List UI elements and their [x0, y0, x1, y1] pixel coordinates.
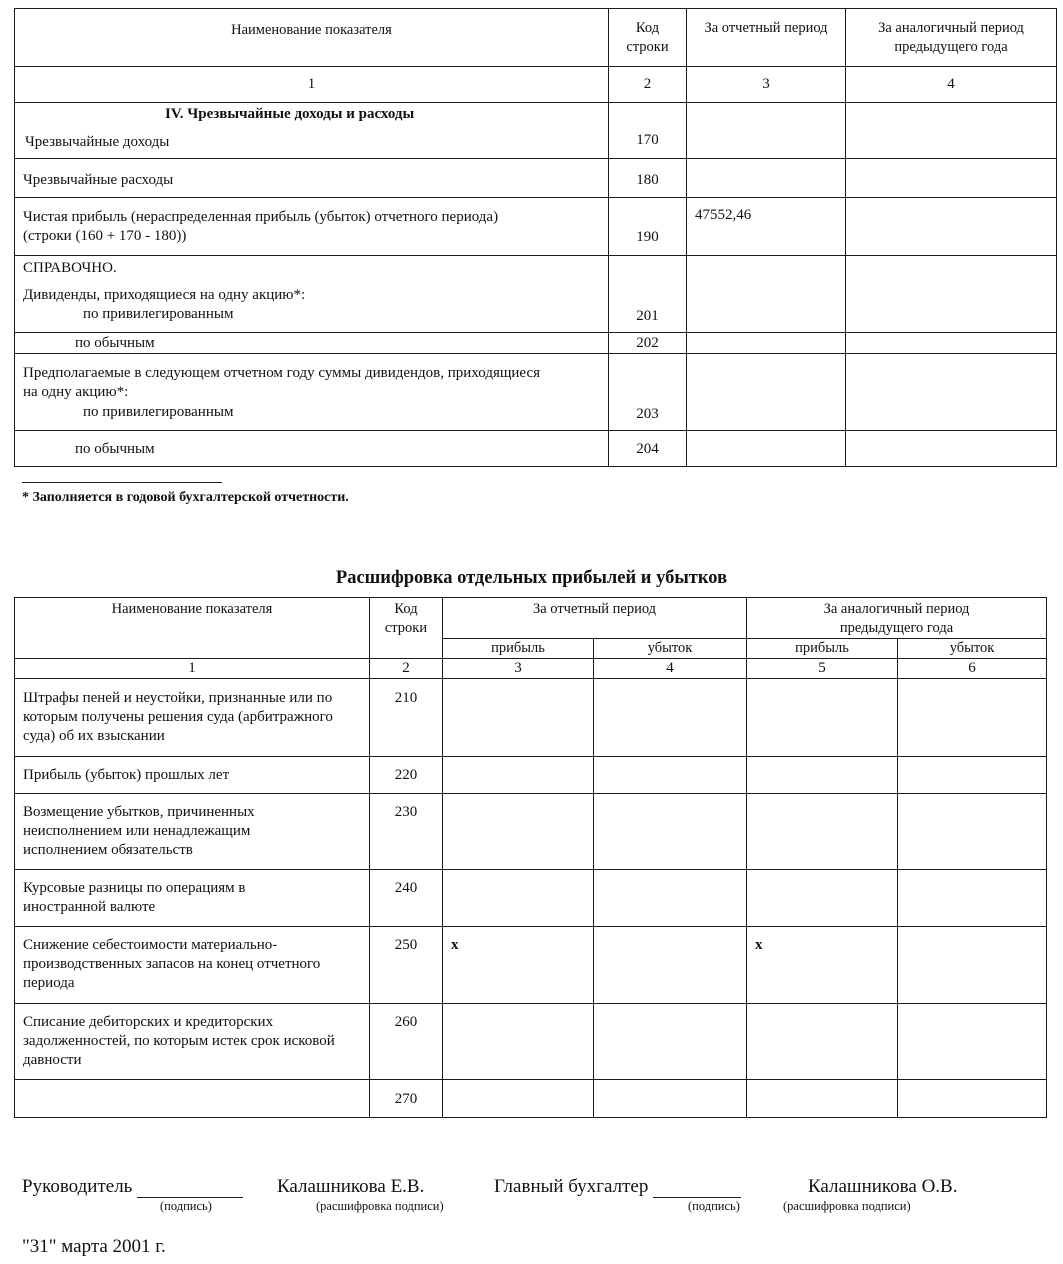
t2-row-260-c5	[747, 1004, 898, 1080]
row-201-code: 201	[609, 256, 687, 333]
row-190-name: Чистая прибыль (нераспределенная прибыль (убыток) отчетного периода) (строки (160 + 170 - 180))	[15, 198, 609, 256]
t2-col-number-1: 1	[15, 659, 370, 679]
row-170-code: 170	[609, 103, 687, 159]
planned-label: Предполагаемые в следующем отчетном году суммы дивидендов, приходящиеся на одну акцию*:	[23, 365, 541, 400]
col-number-2: 2	[609, 67, 687, 103]
t2-row-230-c5	[747, 794, 898, 870]
row-203-current	[687, 354, 846, 431]
t2-row-230-c3	[443, 794, 594, 870]
row-201-name-cell	[15, 256, 609, 333]
t2-row-230-name: Возмещение убытков, причиненных неисполнением или ненадлежащим исполнением обязательств	[15, 794, 370, 870]
row-201-current	[687, 256, 846, 333]
row-203-code: 203	[609, 354, 687, 431]
t2-row-220-code: 220	[370, 757, 443, 794]
row-190-previous	[846, 198, 1057, 256]
t2-row	[15, 679, 1047, 757]
t2-sub-profit-previous: прибыль	[747, 639, 898, 659]
t2-row-230-c4	[594, 794, 747, 870]
row-203-name: по привилегированным	[83, 404, 234, 420]
t2-row-270-code: 270	[370, 1080, 443, 1118]
col-number-3: 3	[687, 67, 846, 103]
row-170-previous	[846, 103, 1057, 159]
row-170-name-cell	[15, 103, 609, 159]
head-signature-caption: (подпись)	[160, 1199, 212, 1213]
row-204-code: 204	[609, 431, 687, 467]
t2-row-270-c3	[443, 1080, 594, 1118]
t2-row	[15, 794, 1047, 870]
t2-row-260-c3	[443, 1004, 594, 1080]
row-190-code: 190	[609, 198, 687, 256]
row-204-name: по обычным	[15, 431, 609, 467]
row-202-current	[687, 333, 846, 354]
head-signature-line	[137, 1181, 243, 1198]
t2-sub-loss-previous: убыток	[898, 639, 1047, 659]
t2-row-260-name: Списание дебиторских и кредиторских задолженностей, по которым истек срок исковой давности	[15, 1004, 370, 1080]
t2-row-240-name: Курсовые разницы по операциям в иностранной валюте	[15, 870, 370, 927]
accountant-name: Калашникова О.В.	[808, 1176, 958, 1197]
row-170-name: Чрезвычайные доходы	[25, 134, 170, 150]
t2-row-210-c6	[898, 679, 1047, 757]
t2-row-230-c6	[898, 794, 1047, 870]
head-label: Руководитель	[22, 1176, 133, 1197]
t2-row-250-name: Снижение себестоимости материально-производственных запасов на конец отчетного периода	[15, 927, 370, 1004]
header-name: Наименование показателя	[15, 9, 609, 67]
row-203-name-cell	[15, 354, 609, 431]
t2-row-240-c5	[747, 870, 898, 927]
t2-row-240-c4	[594, 870, 747, 927]
col-number-1: 1	[15, 67, 609, 103]
t2-sub-profit-current: прибыль	[443, 639, 594, 659]
row-180-code: 180	[609, 159, 687, 198]
t2-row-210-c4	[594, 679, 747, 757]
row-180-name: Чрезвычайные расходы	[15, 159, 609, 198]
t2-row-250-c6	[898, 927, 1047, 1004]
t2-row-220-c4	[594, 757, 747, 794]
t2-row-240-code: 240	[370, 870, 443, 927]
t2-row-230-code: 230	[370, 794, 443, 870]
row-201-name: по привилегированным	[83, 306, 234, 322]
row-180-previous	[846, 159, 1057, 198]
t2-row-210-c5	[747, 679, 898, 757]
t2-col-number-6: 6	[898, 659, 1047, 679]
row-190-current: 47552,46	[687, 198, 846, 256]
t2-row-270-c6	[898, 1080, 1047, 1118]
t2-row-250-c3: х	[443, 927, 594, 1004]
accountant-signature-line	[653, 1181, 741, 1198]
t2-row-250-code: 250	[370, 927, 443, 1004]
t2-row-260-c6	[898, 1004, 1047, 1080]
t2-row-260-c4	[594, 1004, 747, 1080]
row-201-previous	[846, 256, 1057, 333]
t2-row-220-c6	[898, 757, 1047, 794]
t2-row-210-code: 210	[370, 679, 443, 757]
t2-row-270-c4	[594, 1080, 747, 1118]
t2-row	[15, 927, 1047, 1004]
t2-row-240-c6	[898, 870, 1047, 927]
t2-row-210-c3	[443, 679, 594, 757]
row-202-name: по обычным	[15, 333, 609, 354]
header-code: Код строки	[609, 9, 687, 67]
t2-row-220-name: Прибыль (убыток) прошлых лет	[15, 757, 370, 794]
footnote: * Заполняется в годовой бухгалтерской отчетности.	[22, 490, 349, 505]
col-number-4: 4	[846, 67, 1057, 103]
head-decoding-caption: (расшифровка подписи)	[316, 1199, 444, 1213]
breakdown-title: Расшифровка отдельных прибылей и убытков	[335, 568, 728, 588]
t2-row-220-c3	[443, 757, 594, 794]
t2-header-code: Код строки	[370, 598, 443, 659]
t2-row	[15, 757, 1047, 794]
t2-row-220-c5	[747, 757, 898, 794]
t2-row-270-c5	[747, 1080, 898, 1118]
head-signature	[22, 1176, 243, 1198]
t2-col-number-3: 3	[443, 659, 594, 679]
row-204-previous	[846, 431, 1057, 467]
dividends-label: Дивиденды, приходящиеся на одну акцию*:	[23, 287, 306, 303]
row-203-previous	[846, 354, 1057, 431]
t2-sub-loss-current: убыток	[594, 639, 747, 659]
row-202-previous	[846, 333, 1057, 354]
head-name: Калашникова Е.В.	[277, 1176, 425, 1197]
reference-title: СПРАВОЧНО.	[23, 260, 117, 276]
row-170-current	[687, 103, 846, 159]
t2-row-250-c4	[594, 927, 747, 1004]
t2-header-name: Наименование показателя	[15, 598, 370, 659]
t2-col-number-2: 2	[370, 659, 443, 679]
t2-row-250-c5: х	[747, 927, 898, 1004]
breakdown-table	[14, 597, 1047, 1118]
t2-row-270-name	[15, 1080, 370, 1118]
t2-header-previous: За аналогичный период предыдущего года	[747, 598, 1047, 639]
t2-row	[15, 870, 1047, 927]
header-current: За отчетный период	[687, 9, 846, 67]
row-180-current	[687, 159, 846, 198]
t2-row-260-code: 260	[370, 1004, 443, 1080]
row-202-code: 202	[609, 333, 687, 354]
accountant-label: Главный бухгалтер	[494, 1176, 649, 1197]
footnote-divider	[22, 482, 222, 483]
t2-col-number-5: 5	[747, 659, 898, 679]
t2-row-210-name: Штрафы пеней и неустойки, признанные или по которым получены решения суда (арбитражного суда) об их взыскании	[15, 679, 370, 757]
t2-row	[15, 1004, 1047, 1080]
t2-header-current: За отчетный период	[443, 598, 747, 639]
accountant-signature	[494, 1176, 741, 1198]
header-previous: За аналогичный период предыдущего года	[846, 9, 1057, 67]
row-204-current	[687, 431, 846, 467]
income-statement-table	[14, 8, 1057, 467]
report-date: "31" марта 2001 г.	[22, 1236, 166, 1257]
accountant-decoding-caption: (расшифровка подписи)	[783, 1199, 911, 1213]
t2-col-number-4: 4	[594, 659, 747, 679]
t2-row-240-c3	[443, 870, 594, 927]
t2-row	[15, 1080, 1047, 1118]
section-title: IV. Чрезвычайные доходы и расходы	[165, 106, 415, 122]
accountant-signature-caption: (подпись)	[688, 1199, 740, 1213]
